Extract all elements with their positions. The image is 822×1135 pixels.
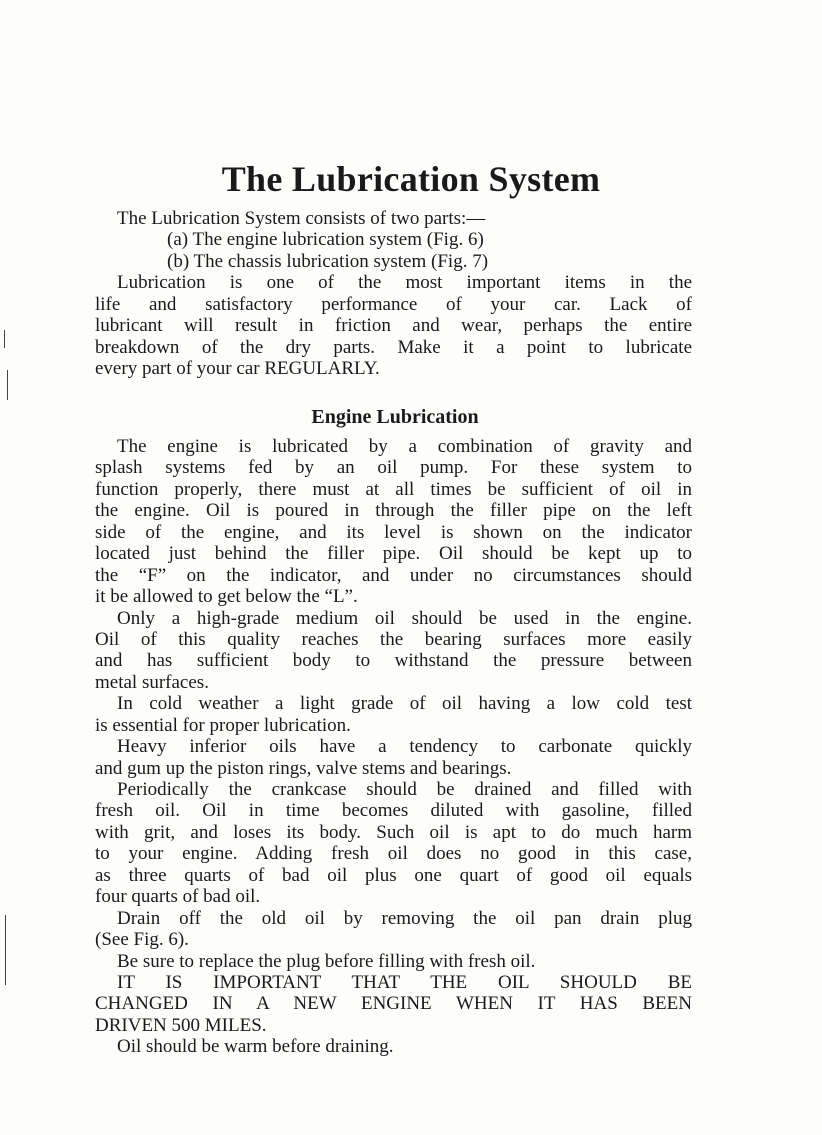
text-line: DRIVEN 500 MILES. [95, 1014, 267, 1036]
text-line: Oil should be warm before draining. [117, 1036, 394, 1058]
text-line: (See Fig. 6). [95, 929, 189, 951]
text-line: (a) The engine lubrication system (Fig. 6) [167, 229, 484, 251]
text-line: to your engine. Adding fresh oil does no good in this case, [95, 843, 692, 865]
intro-text [95, 208, 692, 380]
scan-mark [7, 370, 8, 400]
text-line: CHANGED IN A NEW ENGINE WHEN IT HAS BEEN [95, 993, 692, 1015]
text-line: Only a high-grade medium oil should be used in the engine. [117, 607, 692, 629]
text-line: Oil of this quality reaches the bearing surfaces more easily [95, 628, 692, 650]
text-line: splash systems fed by an oil pump. For these system to [95, 457, 692, 479]
text-line: Lubrication is one of the most important items in the [117, 272, 692, 294]
engine-lubrication-text [95, 436, 692, 1058]
text-line: the engine. Oil is poured in through the filler pipe on the left [95, 500, 692, 522]
text-line: the “F” on the indicator, and under no circumstances should [95, 564, 692, 586]
text-line: located just behind the filler pipe. Oil should be kept up to [95, 543, 692, 565]
text-line: fresh oil. Oil in time becomes diluted with gasoline, filled [95, 800, 692, 822]
text-line: is essential for proper lubrication. [95, 714, 351, 736]
text-line: In cold weather a light grade of oil having a low cold test [117, 693, 692, 715]
text-line: every part of your car REGULARLY. [95, 358, 380, 380]
text-line: Heavy inferior oils have a tendency to carbonate quickly [117, 736, 692, 758]
text-line: function properly, there must at all times be sufficient of oil in [95, 478, 692, 500]
text-line: Drain off the old oil by removing the oil pan drain plug [117, 907, 692, 929]
page-title: The Lubrication System [221, 159, 601, 199]
text-line: and gum up the piston rings, valve stems and bearings. [95, 757, 512, 779]
text-line: Periodically the crankcase should be drained and filled with [117, 779, 692, 800]
text-line: IT IS IMPORTANT THAT THE OIL SHOULD BE [117, 971, 692, 993]
section-heading: Engine Lubrication [311, 406, 479, 428]
scan-mark [4, 330, 5, 348]
text-line: lubricant will result in friction and wear, perhaps the entire [95, 315, 692, 337]
text-line: breakdown of the dry parts. Make it a point to lubricate [95, 336, 692, 358]
scan-mark [5, 915, 6, 985]
text-line: side of the engine, and its level is shown on the indicator [95, 521, 692, 543]
text-line: Be sure to replace the plug before filling with fresh oil. [117, 950, 536, 972]
text-line: (b) The chassis lubrication system (Fig. 7) [167, 250, 489, 272]
text-line: with grit, and loses its body. Such oil is apt to do much harm [95, 821, 692, 843]
text-line: metal surfaces. [95, 671, 209, 693]
text-line: The engine is lubricated by a combination of gravity and [117, 436, 692, 457]
text-line: The Lubrication System consists of two parts:— [117, 208, 486, 229]
text-line: and has sufficient body to withstand the pressure between [95, 650, 692, 672]
text-line: it be allowed to get below the “L”. [95, 586, 358, 608]
text-line: as three quarts of bad oil plus one quart of good oil equals [95, 864, 692, 886]
text-line: four quarts of bad oil. [95, 886, 261, 908]
text-line: life and satisfactory performance of your car. Lack of [95, 293, 692, 315]
